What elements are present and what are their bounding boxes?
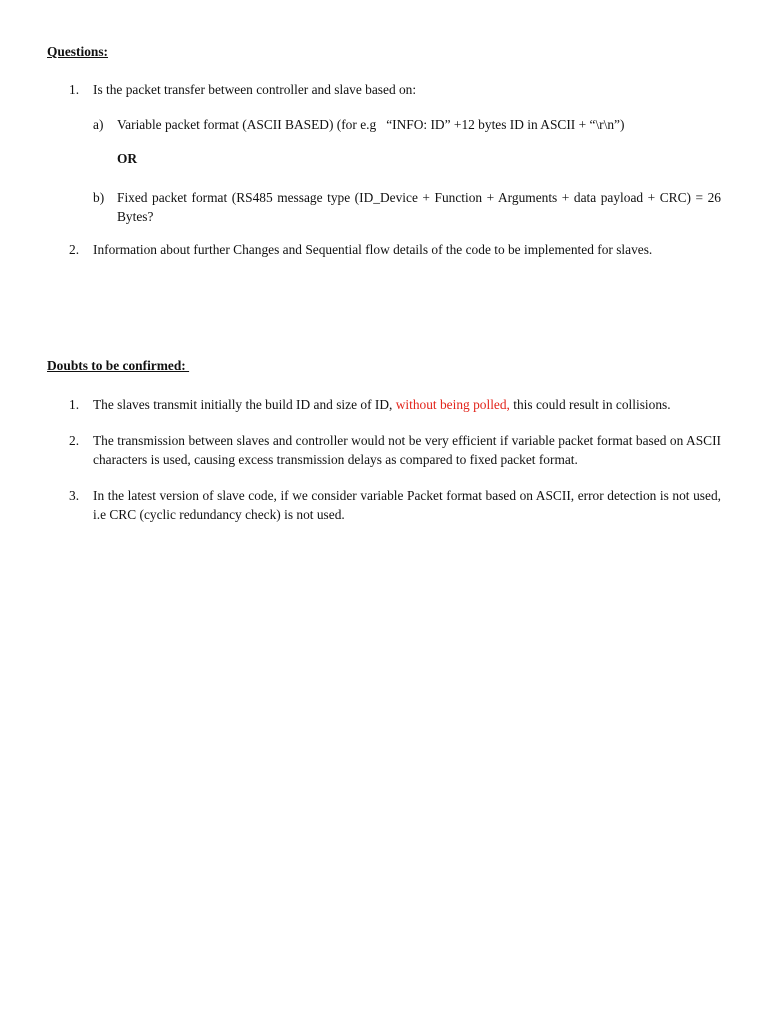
doubt-text: In the latest version of slave code, if we consider variable Packet format based on ASCII, error detection is not used, i.e CRC (cyclic redundancy check) is not used. [93, 488, 721, 522]
option-text: Fixed packet format (RS485 message type (ID_Device + Function + Arguments + data payload + CRC) = 26 Bytes? [117, 190, 721, 224]
option-label: b) [93, 190, 105, 205]
doubt-number: 3. [69, 488, 80, 503]
question-text: Information about further Changes and Sequential flow details of the code to be implemented for slaves. [93, 242, 653, 257]
doubt-text-start: The slaves transmit initially the build ID and size of ID, [93, 397, 396, 412]
question-text: Is the packet transfer between controller and slave based on: [93, 82, 417, 97]
question-number: 1. [69, 82, 80, 97]
option-text: Variable packet format (ASCII BASED) (for e.g “INFO: ID” +12 bytes ID in ASCII + “\r\n”) [117, 117, 625, 132]
option-label: a) [93, 117, 104, 132]
doubt-text [93, 396, 721, 415]
or-separator: OR [117, 151, 138, 166]
doubt-text-end: this could result in collisions. [509, 397, 671, 412]
doubt-number: 2. [69, 433, 80, 448]
doubt-text: The transmission between slaves and controller would not be very efficient if variable packet format based on ASCII characters is used, causing excess transmission delays as compared to fixed packet format. [93, 433, 721, 467]
questions-heading: Questions: [47, 44, 109, 59]
highlighted-phrase: without being polled, [395, 397, 510, 412]
doubts-heading: Doubts to be confirmed: [47, 358, 190, 373]
doubt-number: 1. [69, 397, 80, 412]
question-number: 2. [69, 242, 80, 257]
